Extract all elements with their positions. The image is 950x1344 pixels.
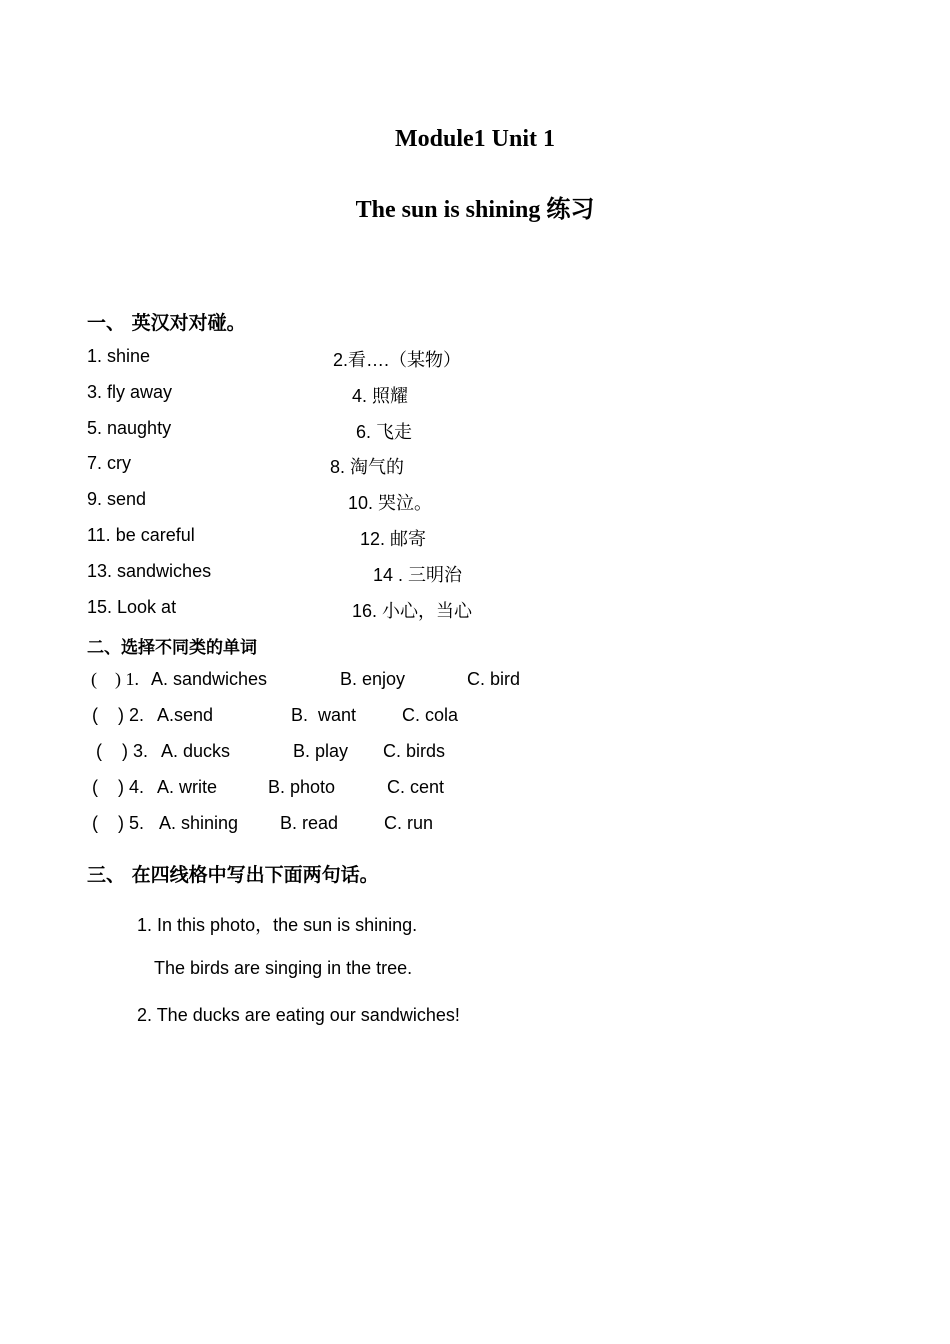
document-subtitle: The sun is shining 练习	[355, 197, 595, 223]
question-4-option-b: B. photo	[268, 777, 336, 797]
document-title: Module1 Unit 1	[394, 126, 555, 152]
match-left-2: 3. fly away	[87, 382, 173, 402]
match-left-1: 1. shine	[87, 346, 151, 366]
match-left-5: 9. send	[87, 489, 147, 509]
match-right-1: 2.看….（某物）	[333, 350, 462, 370]
question-3-prefix: ( ) 3.	[96, 741, 149, 761]
question-4-prefix: ( ) 4.	[92, 777, 145, 797]
match-right-7: 14 . 三明治	[373, 565, 463, 585]
question-2-option-b: B. want	[291, 705, 357, 725]
question-5-option-a: A. shining	[159, 813, 239, 833]
section3-heading: 三、 在四线格中写出下面两句话。	[87, 864, 379, 886]
question-3-option-c: C. birds	[383, 741, 446, 761]
match-left-3: 5. naughty	[87, 418, 172, 438]
question-1-prefix: ( ) 1.	[91, 669, 139, 689]
match-left-8: 15. Look at	[87, 597, 177, 617]
question-1-option-c: C. bird	[467, 669, 521, 689]
match-right-5: 10. 哭泣。	[348, 493, 433, 513]
section2-heading: 二、选择不同类的单词	[87, 638, 257, 658]
match-right-8: 16. 小心，当心	[352, 601, 473, 621]
match-left-7: 13. sandwiches	[87, 561, 212, 581]
question-5-option-c: C. run	[384, 813, 434, 833]
question-2-option-c: C. cola	[402, 705, 459, 725]
question-2-prefix: ( ) 2.	[92, 705, 145, 725]
question-2-option-a: A.send	[157, 705, 214, 725]
question-5-option-b: B. read	[280, 813, 339, 833]
question-1-option-a: A. sandwiches	[151, 669, 268, 689]
match-right-6: 12. 邮寄	[360, 529, 427, 549]
match-right-3: 6. 飞走	[356, 422, 413, 442]
question-3-option-a: A. ducks	[161, 741, 231, 761]
match-left-6: 11. be careful	[87, 525, 195, 545]
match-right-2: 4. 照耀	[352, 386, 409, 406]
question-4-option-c: C. cent	[387, 777, 445, 797]
question-4-option-a: A. write	[157, 777, 218, 797]
match-left-4: 7. cry	[87, 453, 132, 473]
sentence-1: 1. In this photo，the sun is shining.	[137, 915, 418, 935]
sentence-2: The birds are singing in the tree.	[154, 958, 413, 978]
question-5-prefix: ( ) 5.	[92, 813, 145, 833]
sentence-3: 2. The ducks are eating our sandwiches!	[137, 1005, 460, 1025]
section1-heading: 一、 英汉对对碰。	[87, 312, 246, 334]
match-right-4: 8. 淘气的	[330, 457, 405, 477]
question-1-option-b: B. enjoy	[340, 669, 406, 689]
question-3-option-b: B. play	[293, 741, 349, 761]
